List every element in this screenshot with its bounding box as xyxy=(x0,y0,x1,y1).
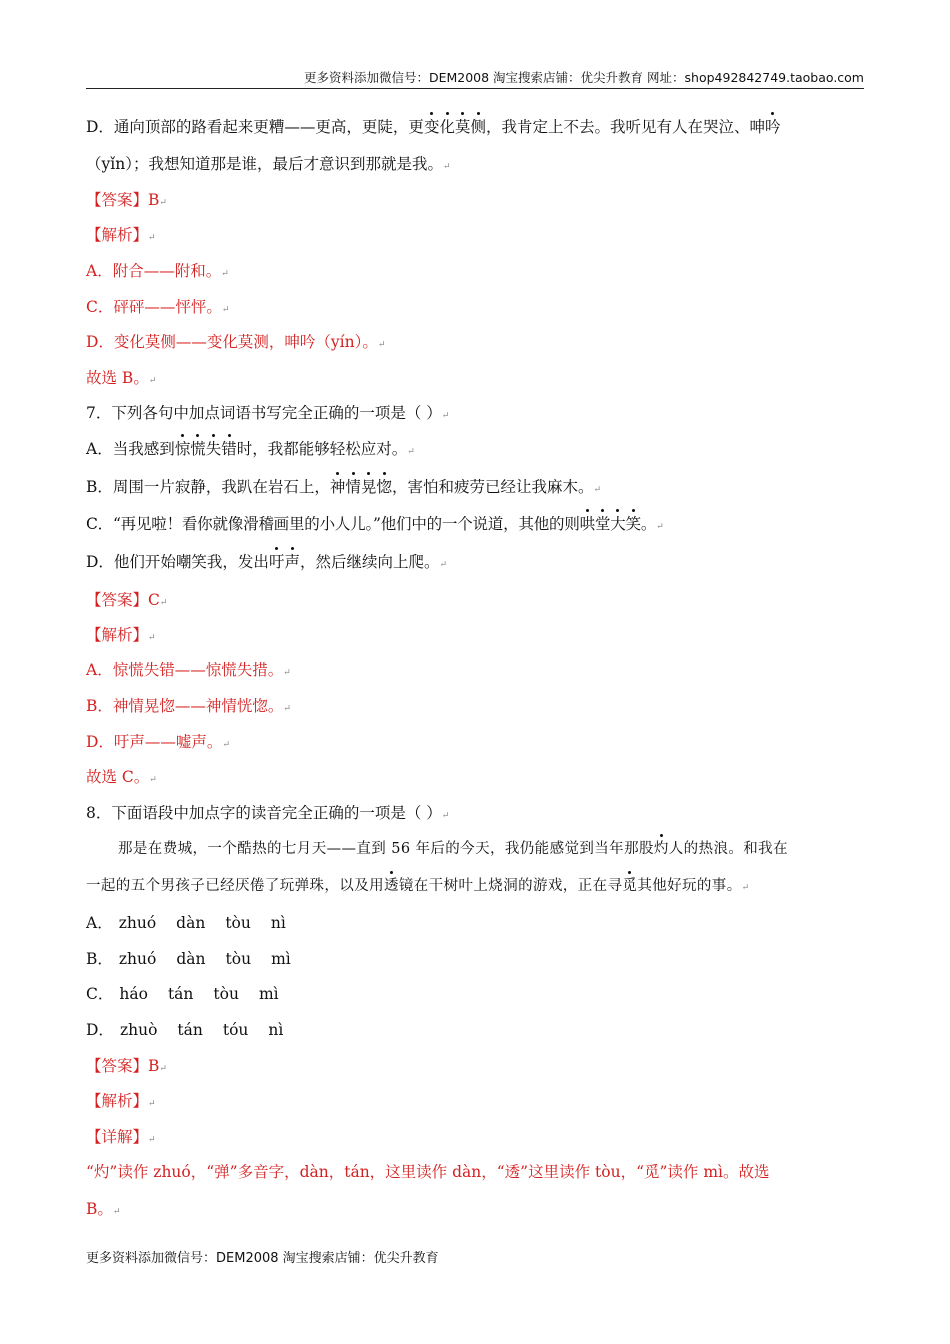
answer-label: 【答案】B↵ xyxy=(86,191,167,209)
dotted-char: 灼 xyxy=(654,838,669,860)
footer-text: 更多资料添加微信号：DEM2008 淘宝搜索店铺：优尖升教育 xyxy=(86,1251,439,1266)
analysis-label: 【解析】↵ xyxy=(86,1092,156,1110)
question8-option-a xyxy=(86,912,866,936)
dotted-char: 变 xyxy=(423,118,440,136)
analysis-label: 【解析】↵ xyxy=(86,226,156,244)
analysis-text: 【解析】 xyxy=(86,226,149,244)
answer-label: 【答案】B↵ xyxy=(86,1057,167,1075)
question6-option-d-line1 xyxy=(86,116,866,140)
text-segment: 一起的五个男孩子已经厌倦了玩弹珠，以及用 xyxy=(86,878,384,894)
dotted-char: 错 xyxy=(221,440,237,458)
pinyin: tòu xyxy=(225,914,251,932)
text-segment: 人的热浪。和我在 xyxy=(668,841,788,857)
pinyin: dàn xyxy=(176,914,206,932)
answer-text: 【答案】C xyxy=(86,591,160,609)
answer-label: 【答案】C↵ xyxy=(86,591,168,609)
dotted-char: 笑 xyxy=(625,515,641,533)
text-segment: 时，我都能够轻松应对。 xyxy=(236,440,408,458)
dotted-char: 大 xyxy=(610,515,626,533)
dotted-char: 惊 xyxy=(174,440,191,458)
option-label: D． xyxy=(86,1021,114,1039)
detail-explanation-text: B。 xyxy=(86,1200,113,1218)
text-segment: ，然后继续向上爬。 xyxy=(299,553,440,571)
conclusion: 故选 C。↵ xyxy=(86,768,157,786)
pinyin: mì xyxy=(271,950,291,968)
pinyin: tòu xyxy=(225,950,252,968)
pinyin: nì xyxy=(270,914,286,932)
question7-option-c: C．“再见啦！看你就像滑稽画里的小人儿。”他们中的一个说道，其他的则哄堂大笑。↵ xyxy=(86,515,664,533)
answer-text: 【答案】B xyxy=(86,191,160,209)
analysis-item: D．变化莫侧——变化莫测，呻吟（yín）。↵ xyxy=(86,333,386,351)
dotted-char: 侧 xyxy=(470,118,486,136)
text-segment: 镜在干树叶上烧洞的游戏，正在寻 xyxy=(398,878,623,894)
detail-label: 【详解】↵ xyxy=(86,1128,156,1146)
text-segment: 。 xyxy=(640,515,657,533)
text-segment: D．他们开始嘲笑我，发出 xyxy=(86,553,269,571)
analysis-item: C．砰砰——怦怦。↵ xyxy=(86,298,230,316)
pinyin: tán xyxy=(167,985,194,1003)
pinyin: tòu xyxy=(213,985,239,1003)
analysis-text: 【解析】 xyxy=(86,1092,149,1110)
question-text: 8．下面语段中加点字的读音完全正确的一项是（ ） xyxy=(86,804,442,822)
question8-option-b xyxy=(86,948,866,972)
text-segment: B．周围一片寂静，我趴在岩石上， xyxy=(86,478,330,496)
pinyin: dàn xyxy=(176,950,206,968)
analysis-item: D．吁声——嘘声。↵ xyxy=(86,733,230,751)
dotted-char: 声 xyxy=(284,553,300,571)
text-segment: A．当我感到 xyxy=(86,440,175,458)
dotted-char: 情 xyxy=(345,478,361,496)
analysis-text: 【解析】 xyxy=(86,626,149,644)
dotted-char: 吟 xyxy=(765,118,781,136)
dotted-char: 吁 xyxy=(268,553,285,571)
option-label: B． xyxy=(86,950,113,968)
dotted-char: 晃 xyxy=(360,478,377,496)
dotted-char: 堂 xyxy=(594,515,611,533)
text-segment: （yǐn）；我想知道那是谁，最后才意识到那就是我。 xyxy=(86,155,443,173)
dotted-char: 哄 xyxy=(579,515,595,533)
conclusion: 故选 B。↵ xyxy=(86,369,157,387)
dotted-char: 觅 xyxy=(622,875,637,897)
analysis-item: B．神情晃惚——神情恍惚。↵ xyxy=(86,697,291,715)
question7-option-b: B．周围一片寂静，我趴在岩石上，神情晃惚，害怕和疲劳已经让我麻木。↵ xyxy=(86,478,602,496)
text-segment: 那是在费城，一个酷热的七月天——直到 56 年后的今天，我仍能感觉到当年那股 xyxy=(118,841,654,857)
analysis-item-text: A．附合——附和。 xyxy=(86,262,222,280)
analysis-label: 【解析】↵ xyxy=(86,626,156,644)
page-footer xyxy=(86,1247,439,1266)
dotted-char: 莫 xyxy=(454,118,471,136)
conclusion-text: 故选 B。 xyxy=(86,369,149,387)
analysis-item-text: D．变化莫侧——变化莫测，呻吟（yín）。 xyxy=(86,333,378,351)
question7-stem: 7．下列各句中加点词语书写完全正确的一项是（ ）↵ xyxy=(86,404,450,422)
pinyin: nì xyxy=(268,1021,284,1039)
text-segment: 其他好玩的事。 xyxy=(637,878,742,894)
question7-option-d: D．他们开始嘲笑我，发出吁声，然后继续向上爬。↵ xyxy=(86,553,448,571)
pinyin: zhuò xyxy=(119,1021,158,1039)
pinyin: zhuó xyxy=(118,914,157,932)
question7-option-a: A．当我感到惊慌失错时，我都能够轻松应对。↵ xyxy=(86,440,415,458)
pinyin: tóu xyxy=(222,1021,249,1039)
page-header xyxy=(86,68,864,89)
option-label: C． xyxy=(86,985,114,1003)
dotted-char: 神 xyxy=(329,478,346,496)
question8-option-c xyxy=(86,983,866,1007)
answer-text: 【答案】B xyxy=(86,1057,160,1075)
analysis-item-text: B．神情晃惚——神情恍惚。 xyxy=(86,697,284,715)
pinyin: tán xyxy=(177,1021,203,1039)
conclusion-text: 故选 C。 xyxy=(86,768,150,786)
option-label: A． xyxy=(86,914,113,932)
text-segment: ，害怕和疲劳已经让我麻木。 xyxy=(391,478,594,496)
analysis-item-text: D．吁声——嘘声。 xyxy=(86,733,223,751)
header-text: 更多资料添加微信号：DEM2008 淘宝搜索店铺：优尖升教育 网址：shop492842749.taobao.com xyxy=(303,70,864,85)
dotted-char: 化 xyxy=(439,118,455,136)
detail-explanation-line2: B。↵ xyxy=(86,1200,121,1218)
dotted-char: 透 xyxy=(384,875,399,897)
detail-explanation-text: “灼”读作 zhuó，“弹”多音字，dàn，tán，这里读作 dàn，“透”这里读作 tòu，“觅”读作 mì。故选 xyxy=(86,1163,770,1181)
pinyin: mì xyxy=(258,985,279,1003)
pinyin: zhuó xyxy=(118,950,157,968)
analysis-item: A．惊慌失错——惊慌失措。↵ xyxy=(86,661,291,679)
analysis-item-text: A．惊慌失错——惊慌失措。 xyxy=(86,661,284,679)
question8-passage-line1 xyxy=(118,838,866,862)
text-segment: ，我肯定上不去。我听见有人在哭泣、呻 xyxy=(486,118,766,136)
question-text: 7．下列各句中加点词语书写完全正确的一项是（ ） xyxy=(86,404,442,422)
detail-text: 【详解】 xyxy=(86,1128,149,1146)
question8-passage-line2: 一起的五个男孩子已经厌倦了玩弹珠，以及用透镜在干树叶上烧洞的游戏，正在寻觅其他好玩的事。↵ xyxy=(86,875,866,899)
question8-stem: 8．下面语段中加点字的读音完全正确的一项是（ ）↵ xyxy=(86,804,450,822)
dotted-char: 慌 xyxy=(190,440,206,458)
analysis-item: A．附合——附和。↵ xyxy=(86,262,229,280)
dotted-char: 失 xyxy=(205,440,222,458)
detail-explanation-line1 xyxy=(86,1161,866,1185)
question8-option-d xyxy=(86,1019,866,1043)
text-segment: D．通向顶部的路看起来更糟——更高，更陡，更 xyxy=(86,118,424,136)
question6-option-d-line2: （yǐn）；我想知道那是谁，最后才意识到那就是我。↵ xyxy=(86,155,451,173)
pinyin: háo xyxy=(119,985,148,1003)
analysis-item-text: C．砰砰——怦怦。 xyxy=(86,298,222,316)
dotted-char: 惚 xyxy=(376,478,392,496)
text-segment: C．“再见啦！看你就像滑稽画里的小人儿。”他们中的一个说道，其他的则 xyxy=(86,515,580,533)
